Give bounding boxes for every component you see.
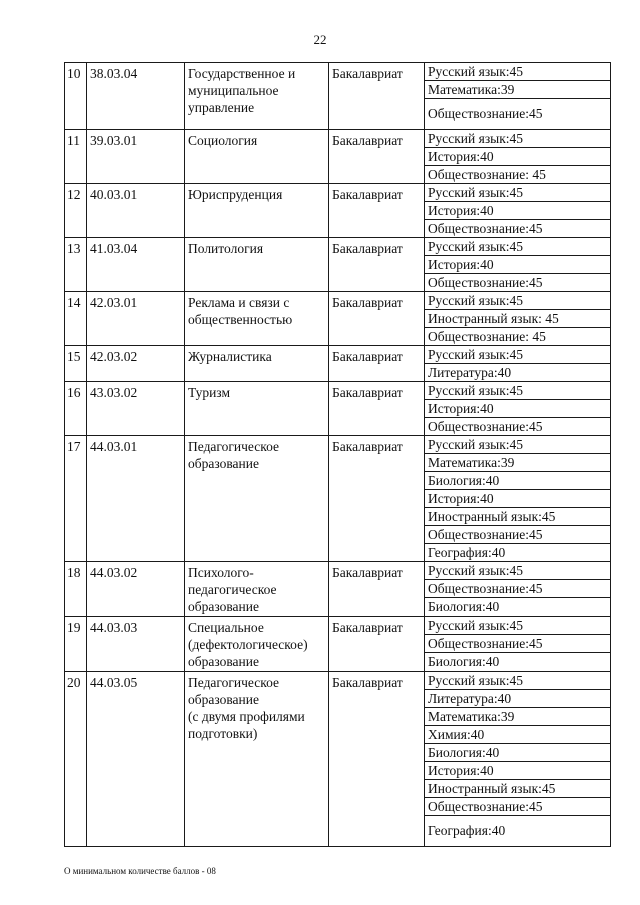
exam-subject-item: Русский язык:45 (425, 562, 610, 580)
exam-subject-item: История:40 (425, 400, 610, 418)
exam-subject-item: Биология:40 (428, 599, 500, 614)
exam-subject-item: Обществознание:45 (428, 419, 543, 434)
exam-subject-item: Обществознание:45 (425, 635, 610, 653)
row-number: 12 (65, 184, 87, 238)
table-row (65, 617, 611, 672)
exam-subject-item: Обществознание:45 (425, 798, 610, 816)
exam-subject-item: Иностранный язык:45 (425, 508, 610, 526)
education-level: Бакалавриат (329, 346, 425, 382)
footer-note: О минимальном количестве баллов - 08 (64, 866, 216, 876)
program-name: Педагогическое образование (с двумя профилями подготовки) (185, 672, 329, 847)
education-level: Бакалавриат (329, 292, 425, 346)
exam-subject-item: Математика:39 (425, 454, 610, 472)
exam-subject-item: История:40 (425, 762, 610, 780)
exam-subjects (425, 130, 611, 184)
exam-subject-item: Обществознание:45 (428, 275, 543, 290)
program-code: 44.03.05 (87, 672, 185, 847)
row-number: 19 (65, 617, 87, 672)
education-level: Бакалавриат (329, 184, 425, 238)
table-row (65, 238, 611, 292)
exam-subject-item: Русский язык:45 (425, 63, 610, 81)
exam-subject-item: Литература:40 (425, 690, 610, 708)
exam-subject-item: История:40 (425, 148, 610, 166)
row-number: 11 (65, 130, 87, 184)
exam-subject-item: История:40 (425, 490, 610, 508)
exam-subjects (425, 292, 611, 346)
exam-subject-item: Обществознание:45 (425, 580, 610, 598)
row-number: 10 (65, 63, 87, 130)
exam-subject-item: Русский язык:45 (425, 292, 610, 310)
exam-subject-item: Химия:40 (425, 726, 610, 744)
table-row (65, 184, 611, 238)
row-number: 18 (65, 562, 87, 617)
exam-subject-item: Биология:40 (425, 472, 610, 490)
program-name: Социология (185, 130, 329, 184)
table-body (65, 63, 611, 847)
program-code: 42.03.01 (87, 292, 185, 346)
exam-subjects (425, 63, 611, 130)
education-level: Бакалавриат (329, 672, 425, 847)
program-code: 39.03.01 (87, 130, 185, 184)
exam-subjects (425, 346, 611, 382)
row-number: 13 (65, 238, 87, 292)
table-row (65, 672, 611, 847)
table-row (65, 346, 611, 382)
exam-subject-item: Русский язык:45 (425, 672, 610, 690)
program-name: Психолого-педагогическое образование (185, 562, 329, 617)
program-code: 44.03.02 (87, 562, 185, 617)
program-code: 43.03.02 (87, 382, 185, 436)
exam-subject-item: Обществознание:45 (425, 526, 610, 544)
table-row (65, 382, 611, 436)
education-level: Бакалавриат (329, 238, 425, 292)
program-name: Специальное (дефектологическое) образование (185, 617, 329, 672)
row-number: 15 (65, 346, 87, 382)
exam-subject-item: География:40 (428, 823, 506, 838)
program-name: Реклама и связи с общественностью (185, 292, 329, 346)
exam-subject-item: Русский язык:45 (425, 184, 610, 202)
exam-subject-item: Математика:39 (425, 708, 610, 726)
exam-subject-item: Обществознание:45 (428, 221, 543, 236)
table-row (65, 63, 611, 130)
education-level: Бакалавриат (329, 562, 425, 617)
row-number: 16 (65, 382, 87, 436)
program-code: 44.03.01 (87, 436, 185, 562)
program-code: 41.03.04 (87, 238, 185, 292)
program-code: 42.03.02 (87, 346, 185, 382)
education-level: Бакалавриат (329, 382, 425, 436)
exam-subject-item: Русский язык:45 (425, 130, 610, 148)
table-row (65, 130, 611, 184)
program-code: 38.03.04 (87, 63, 185, 130)
exam-subject-item: Русский язык:45 (425, 436, 610, 454)
exam-subject-item: Иностранный язык: 45 (425, 310, 610, 328)
exam-subject-item: География:40 (428, 545, 506, 560)
education-level: Бакалавриат (329, 617, 425, 672)
row-number: 14 (65, 292, 87, 346)
exam-subjects (425, 238, 611, 292)
education-level: Бакалавриат (329, 130, 425, 184)
program-name: Педагогическое образование (185, 436, 329, 562)
program-name: Журналистика (185, 346, 329, 382)
exam-subjects (425, 382, 611, 436)
exam-subject-item: История:40 (425, 256, 610, 274)
education-level: Бакалавриат (329, 63, 425, 130)
table-row (65, 436, 611, 562)
program-name: Политология (185, 238, 329, 292)
table-row (65, 292, 611, 346)
exam-subject-item: Биология:40 (428, 654, 500, 669)
exam-subject-item: Русский язык:45 (425, 346, 610, 364)
exam-subject-item: Иностранный язык:45 (425, 780, 610, 798)
row-number: 17 (65, 436, 87, 562)
exam-subjects (425, 184, 611, 238)
admission-table (64, 62, 611, 847)
program-name: Юриспруденция (185, 184, 329, 238)
exam-subjects (425, 617, 611, 672)
exam-subjects (425, 672, 611, 847)
exam-subject-item: Обществознание: 45 (428, 329, 546, 344)
program-name: Государственное и муниципальное управление (185, 63, 329, 130)
exam-subject-item: Русский язык:45 (425, 382, 610, 400)
program-code: 40.03.01 (87, 184, 185, 238)
exam-subject-item: История:40 (425, 202, 610, 220)
exam-subjects (425, 436, 611, 562)
education-level: Бакалавриат (329, 436, 425, 562)
exam-subject-item: Математика:39 (425, 81, 610, 99)
exam-subject-item: Биология:40 (425, 744, 610, 762)
row-number: 20 (65, 672, 87, 847)
exam-subject-item: Литература:40 (428, 365, 512, 380)
exam-subject-item: Обществознание: 45 (428, 167, 546, 182)
exam-subjects (425, 562, 611, 617)
page-number: 22 (313, 32, 327, 47)
table-row (65, 562, 611, 617)
exam-subject-item: Русский язык:45 (425, 238, 610, 256)
program-name: Туризм (185, 382, 329, 436)
exam-subject-item: Русский язык:45 (425, 617, 610, 635)
program-code: 44.03.03 (87, 617, 185, 672)
exam-subject-item: Обществознание:45 (428, 106, 543, 121)
